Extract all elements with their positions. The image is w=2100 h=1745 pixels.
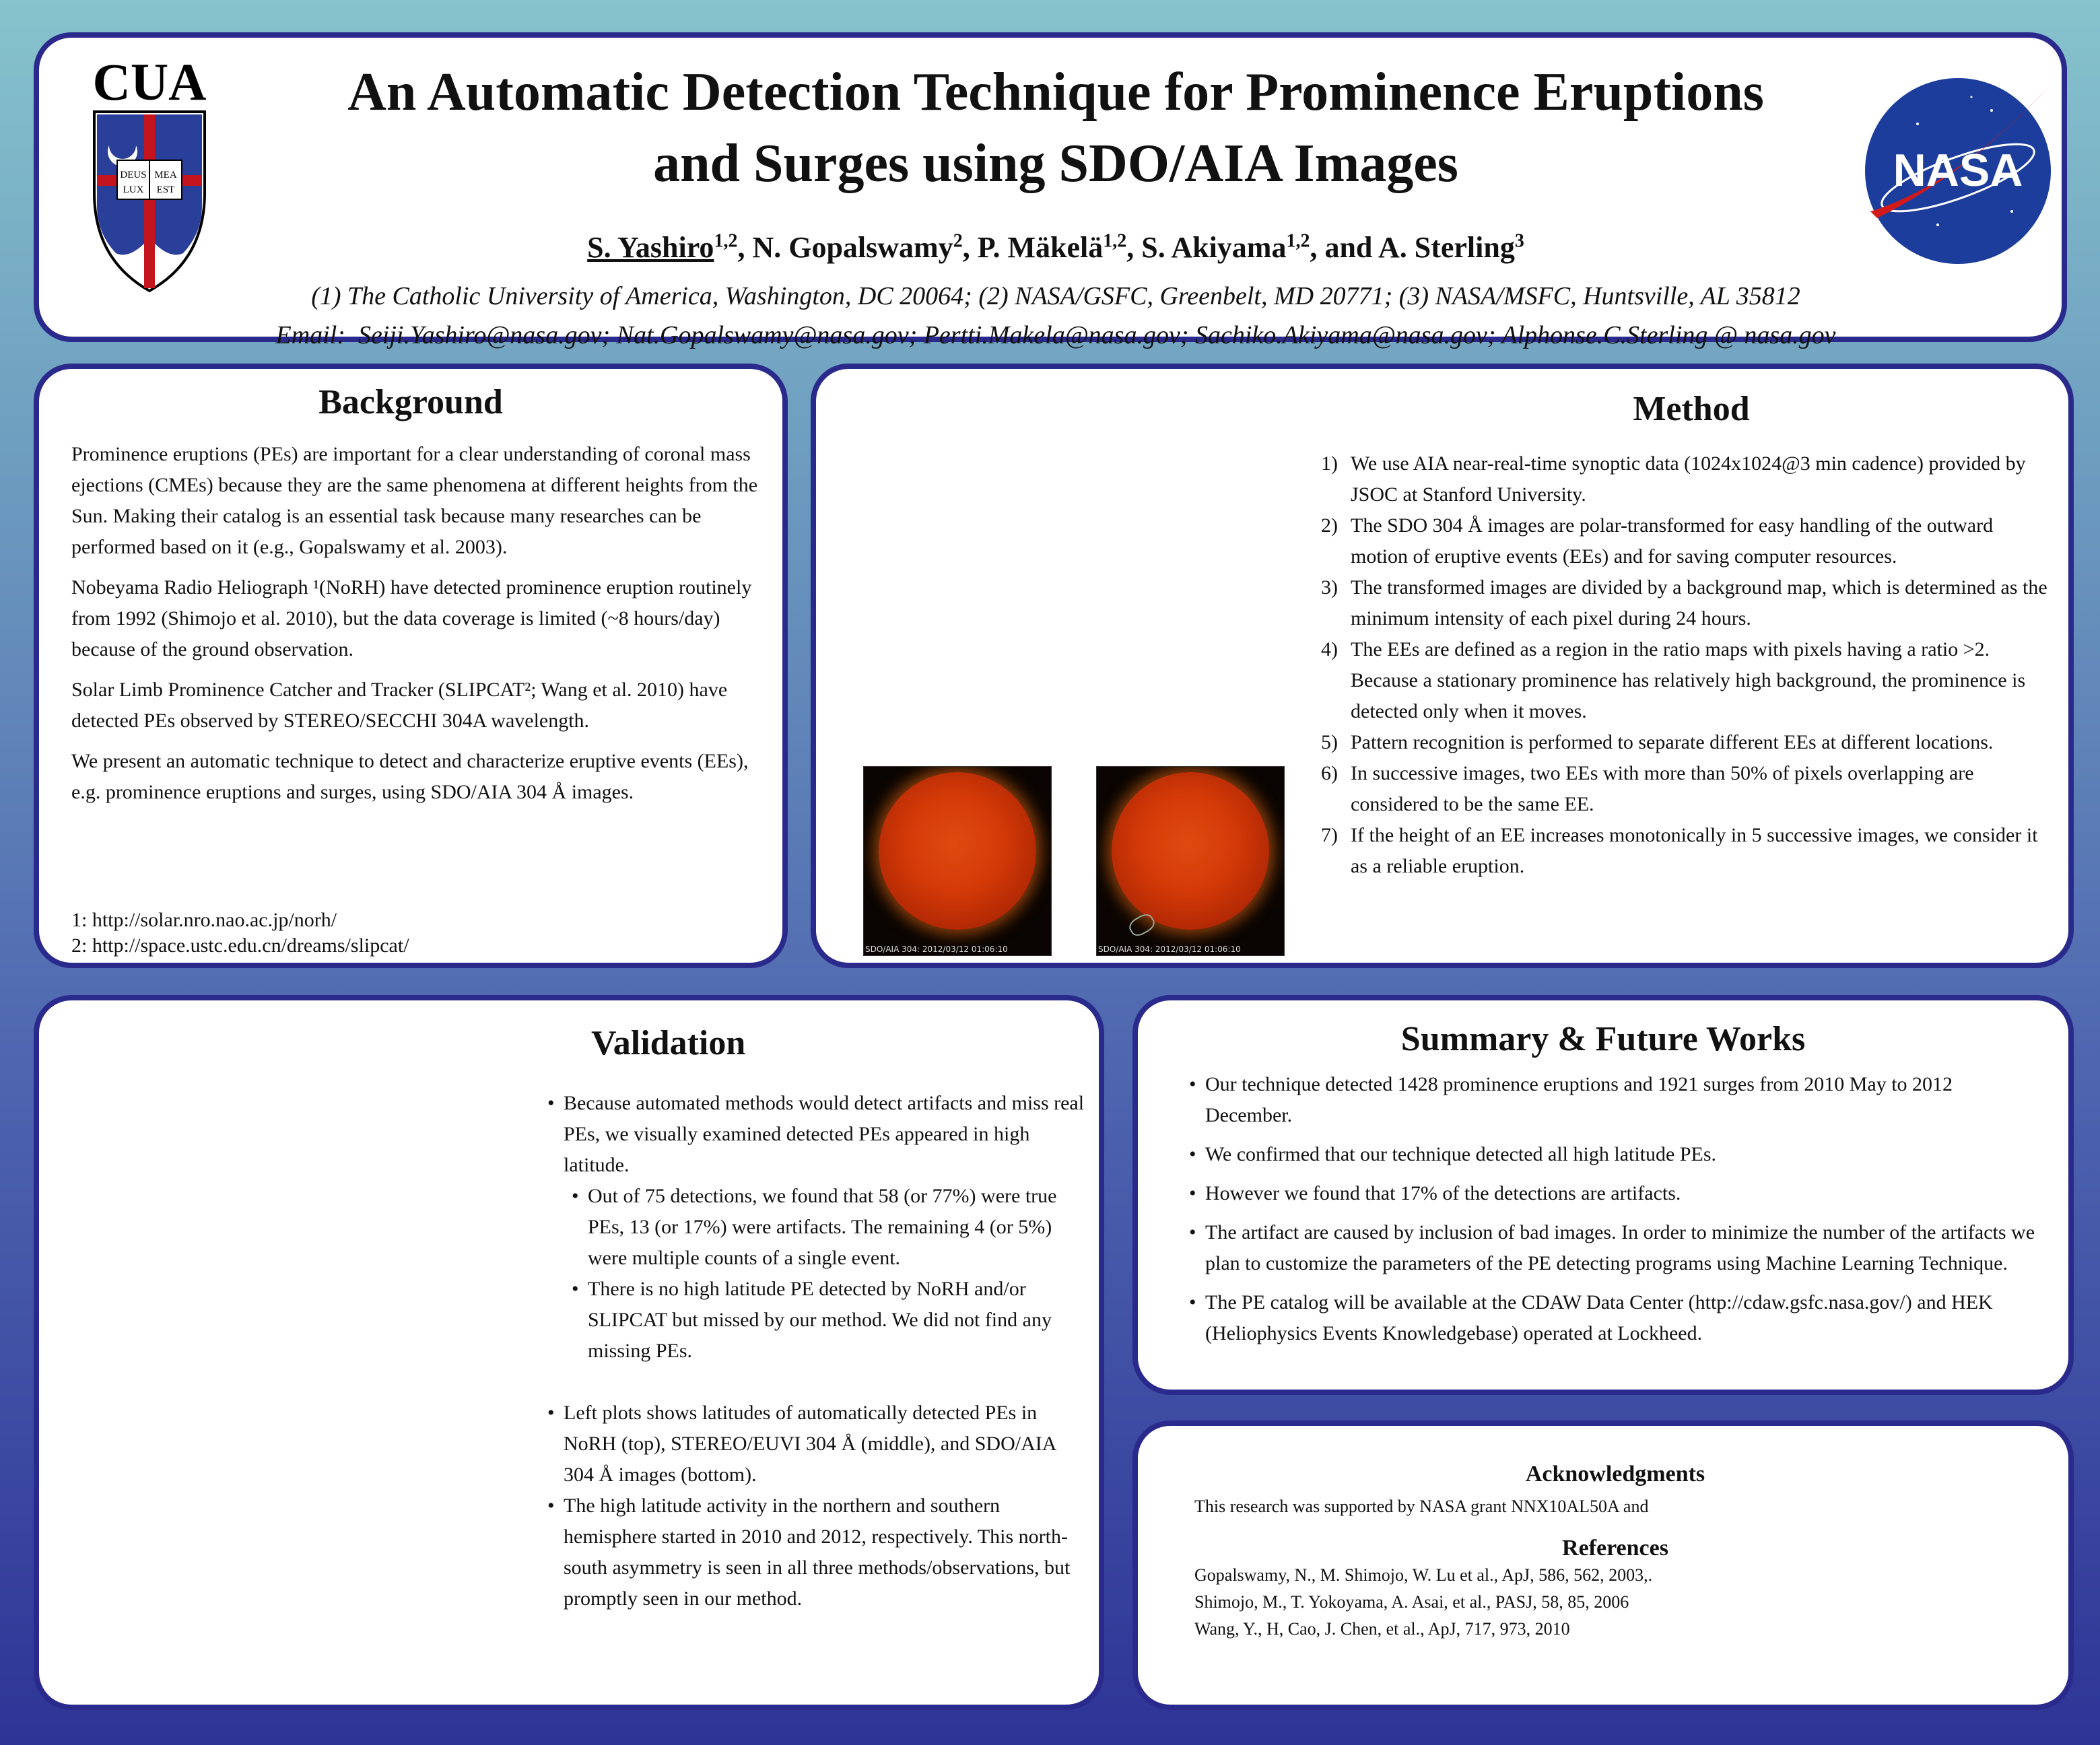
sdo-aia-image-2 [1096, 766, 1285, 956]
author-1: S. Yashiro [587, 231, 714, 264]
reference-item: Gopalswamy, N., M. Shimojo, W. Lu et al., ApJ, 586, 562, 2003,. [1194, 1565, 1653, 1585]
nasa-logo-text: NASA [1893, 145, 2023, 196]
seal-text-3: LUX [123, 184, 144, 195]
seal-text-1: DEUS [120, 170, 147, 180]
validation-bullet: • Left plots shows latitudes of automatically detected PEs in NoRH (top), STEREO/EUVI 304 Å (middle), and SDO/AIA 304 Å images (bottom). [547, 1398, 1086, 1491]
background-footnotes [71, 908, 409, 959]
affiliations: (1) The Catholic University of America, Washington, DC 20064; (2) NASA/GSFC, Greenbelt, MD 20771; (3) NASA/MSFC, Huntsville, AL 35812 [311, 282, 1800, 310]
acknowledgments-text: This research was supported by NASA grant NNX10AL50A and [1194, 1497, 1649, 1516]
validation-sub-bullet: • Out of 75 detections, we found that 58 (or 77%) were true PEs, 13 (or 17%) were artifacts. The remaining 4 (or 5%) were multiple counts of a single event. [572, 1181, 1086, 1274]
method-step [1321, 820, 2048, 882]
nasa-logo [1857, 70, 2059, 272]
step-number: 3) [1321, 576, 1338, 598]
author-2-affiliation: 2 [953, 230, 963, 252]
background-panel [34, 364, 788, 968]
method-step [1321, 510, 2048, 572]
step-text: The SDO 304 Å images are polar-transformed for easy handling of the outward motion of eruptive events (EEs) and for saving computer resources. [1351, 514, 1994, 568]
method-step [1321, 727, 2048, 758]
step-number: 5) [1321, 731, 1338, 753]
summary-heading: Summary & Future Works [1400, 1020, 1806, 1058]
background-paragraph-3: Solar Limb Prominence Catcher and Tracker (SLIPCAT²; Wang et al. 2010) have detected PEs observed by STEREO/SECCHI 304A wavelength. [71, 679, 728, 732]
summary-body [1189, 1069, 2044, 1357]
acknowledgments-heading: Acknowledgments [1525, 1462, 1705, 1486]
title-line-2: and Surges using SDO/AIA Images [653, 134, 1458, 193]
method-step [1321, 448, 2048, 510]
footnote-link-1[interactable]: 1: http://solar.nro.nao.ac.jp/norh/ [71, 909, 337, 931]
validation-sub-bullet: • There is no high latitude PE detected by NoRH and/or SLIPCAT but missed by our method. We did not find any missing PEs. [572, 1274, 1086, 1367]
step-text: If the height of an EE increases monotonically in 5 successive images, we consider it as a reliable eruption. [1351, 824, 2038, 877]
header-panel [34, 32, 2067, 349]
summary-item: • The PE catalog will be available at the CDAW Data Center (http://cdaw.gsfc.nasa.gov/) and HEK (Heliophysics Events Knowledgebase) operated at Lockheed. [1189, 1287, 2044, 1349]
background-paragraph-1: Prominence eruptions (PEs) are important for a clear understanding of coronal mass ejections (CMEs) because they are the same phenomena at different heights from the Sun. Making their catalog is an essential task because many researches can be performed based on it (e.g., Gopalswamy et al. 2003). [71, 443, 758, 558]
reference-item: Shimojo, M., T. Yokoyama, A. Asai, et al., PASJ, 58, 85, 2006 [1194, 1592, 1629, 1612]
step-number: 1) [1321, 452, 1338, 475]
email-addresses: Seiji.Yashiro@nasa.gov; Nat.Gopalswamy@nasa.gov; Pertti.Makela@nasa.gov; Sachiko.Akiyama@nasa.gov; Alphonse.C.Sterling @ nasa.gov [358, 321, 1836, 349]
background-body [71, 439, 765, 817]
method-step [1321, 572, 2048, 634]
author-list: S. Yashiro$^{1,2}$, N. Gopalswamy$^2$, P. Mäkelä$^{1,2}$, S. Akiyama$^{1,2}$, and A. Sterling$^3$ [587, 230, 1524, 264]
background-heading: Background [318, 383, 503, 421]
step-number: 7) [1321, 824, 1338, 846]
step-text: Pattern recognition is performed to separate different EEs at different locations. [1351, 731, 1994, 753]
author-4-affiliation: 1,2 [1286, 230, 1310, 252]
step-text: The transformed images are divided by a background map, which is determined as the minimum intensity of each pixel during 24 hours. [1351, 576, 2047, 629]
author-1-affiliation: 1,2 [714, 230, 738, 252]
sdo-aia-image-1 [863, 766, 1052, 956]
step-text: In successive images, two EEs with more than 50% of pixels overlapping are considered to be the same EE. [1351, 762, 1974, 815]
seal-text-2: MEA [154, 170, 177, 180]
validation-heading: Validation [591, 1024, 746, 1062]
step-text: We use AIA near-real-time synoptic data (1024x1024@3 min cadence) provided by JSOC at Stanford University. [1351, 452, 2026, 506]
email-label: Email: [275, 321, 345, 349]
author-5: and A. Sterling [1324, 231, 1515, 264]
validation-panel [34, 995, 1104, 1710]
author-3: P. Mäkelä [977, 231, 1104, 264]
method-step [1321, 758, 2048, 820]
image-caption-1: SDO/AIA 304: 2012/03/12 01:06:10 [865, 945, 1008, 954]
validation-bullet: • Because automated methods would detect artifacts and miss real PEs, we visually examined detected PEs appeared in high latitude. [547, 1088, 1086, 1181]
references-heading: References [1562, 1536, 1668, 1561]
image-caption-2: SDO/AIA 304: 2012/03/12 01:06:10 [1098, 945, 1241, 954]
step-number: 2) [1321, 514, 1338, 537]
method-step [1321, 634, 2048, 727]
method-panel [811, 364, 2074, 968]
acknowledgments-panel [1132, 1421, 2074, 1710]
footnote-link-2[interactable]: 2: http://space.ustc.edu.cn/dreams/slipcat/ [71, 934, 409, 957]
method-steps [1321, 448, 2048, 882]
summary-item: • However we found that 17% of the detections are artifacts. [1189, 1178, 2044, 1209]
validation-bullet: • The high latitude activity in the northern and southern hemisphere started in 2010 and 2012, respectively. This north-south asymmetry is seen in all three methods/observations, but promptly seen in our method. [547, 1491, 1086, 1614]
cua-logo-text: CUA [92, 58, 207, 111]
summary-item: • Our technique detected 1428 prominence eruptions and 1921 surges from 2010 May to 2012 December. [1189, 1069, 2044, 1131]
author-3-affiliation: 1,2 [1103, 230, 1127, 252]
poster-title [234, 57, 1877, 199]
summary-item: • We confirmed that our technique detected all high latitude PEs. [1189, 1139, 2044, 1170]
method-heading: Method [1633, 390, 1750, 428]
email-line [106, 320, 2005, 350]
author-5-affiliation: 3 [1514, 230, 1524, 252]
step-number: 6) [1321, 762, 1338, 784]
background-paragraph-2: Nobeyama Radio Heliograph ¹(NoRH) have detected prominence eruption routinely from 1992 (Shimojo et al. 2010), but the data coverage is limited (~8 hours/day) because of the ground observation. [71, 576, 752, 660]
summary-panel [1132, 995, 2074, 1395]
title-line-1: An Automatic Detection Technique for Prominence Eruptions [347, 63, 1764, 122]
acknowledgments-body [1194, 1461, 2036, 1643]
summary-item: • The artifact are caused by inclusion of bad images. In order to minimize the number of the artifacts we plan to customize the parameters of the PE detecting programs using Machine Learning Technique. [1189, 1217, 2044, 1279]
author-4: S. Akiyama [1141, 231, 1287, 264]
author-2: N. Gopalswamy [752, 231, 953, 264]
reference-item: Wang, Y., H, Cao, J. Chen, et al., ApJ, 717, 973, 2010 [1194, 1619, 1570, 1639]
cua-logo [82, 58, 217, 300]
step-text: The EEs are defined as a region in the ratio maps with pixels having a ratio >2. Because a stationary prominence has relatively high background, the prominence is detected only when it moves. [1351, 638, 2026, 722]
background-paragraph-4: We present an automatic technique to detect and characterize eruptive events (EEs), e.g. prominence eruptions and surges, using SDO/AIA 304 Å images. [71, 750, 749, 803]
step-number: 4) [1321, 638, 1338, 660]
validation-body [547, 1088, 1086, 1614]
seal-text-4: EST [156, 184, 175, 195]
